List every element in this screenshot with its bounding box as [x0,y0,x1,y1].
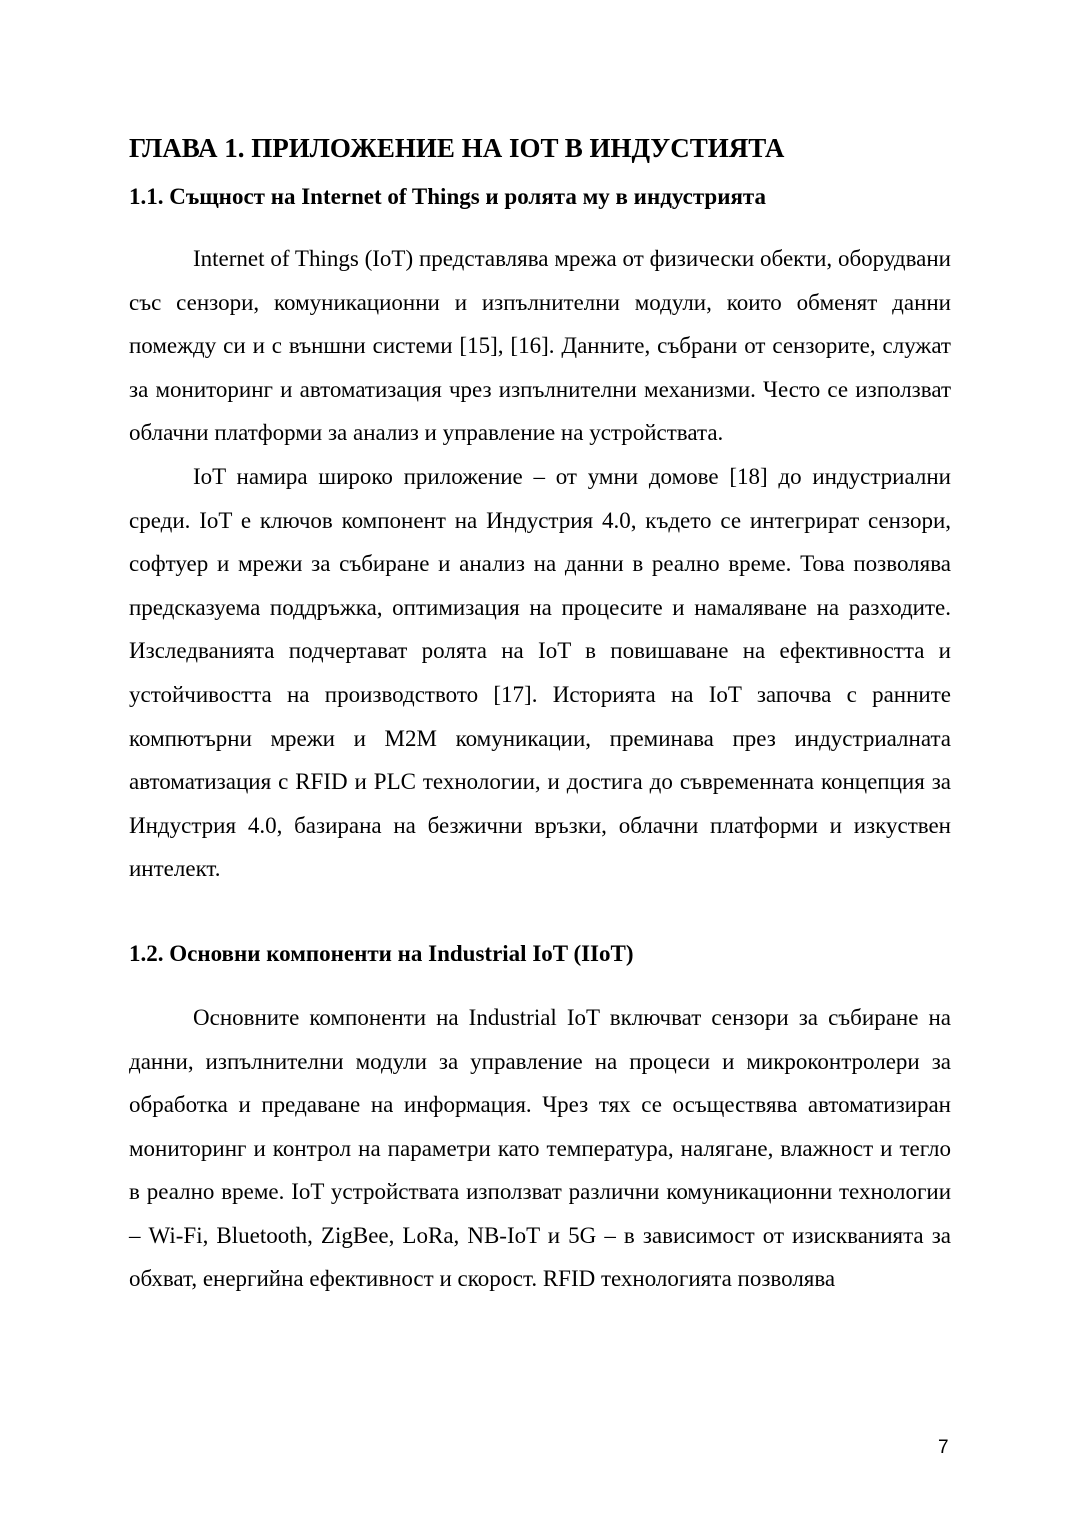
paragraph: IoT намира широко приложение – от умни домове [18] до индустриални среди. IoT е ключов компонент на Индустрия 4.0, където се интегрират сензори, софтуер и мрежи за събиране и анализ на данни в реално време. Това позволява предсказуема поддръжка, оптимизация на процесите и намаляване на разходите. Изследванията подчертават ролята на IoT в повишаване на ефективността и устойчивостта на производството [17]. Историята на IoT започва с ранните компютърни мрежи и M2M комуникации, преминава през индустриалната автоматизация с RFID и PLC технологии, и достига до съвременната концепция за Индустрия 4.0, базирана на безжични връзки, облачни платформи и изкуствен интелект. [129,463,951,882]
page-number: 7 [938,1437,949,1458]
page-content [129,128,951,1301]
section-title-1-2: 1.2. Основни компоненти на Industrial IoT (IIoT) [129,940,634,966]
section-title-1-1: 1.1. Същност на Internet of Things и ролята му в индустрията [129,184,766,209]
paragraph: Основните компоненти на Industrial IoT включват сензори за събиране на данни, изпълнителни модули за управление на процеси и микроконтролери за обработка и предаване на информация. Чрез тях се осъществява автоматизиран мониторинг и контрол на параметри като температура, налягане, влажност и тегло в реално време. IoT устройствата използват различни комуникационни технологии – Wi-Fi, Bluetooth, ZigBee, LoRa, NB-IoT и 5G – в зависимост от изискванията за обхват, енергийна ефективност и скорост. RFID технологията позволява [129,1004,951,1292]
chapter-title: ГЛАВА 1. ПРИЛОЖЕНИЕ НА IOT В ИНДУСТИЯТА [129,133,785,163]
paragraph: Internet of Things (IoT) представлява мрежа от физически обекти, оборудвани със сензори, комуникационни и изпълнителни модули, които обменят данни помежду си и с външни системи [15], [16]. Данните, събрани от сензорите, служат за мониторинг и автоматизация чрез изпълнителни механизми. Често се използват облачни платформи за анализ и управление на устройствата. [129,246,951,446]
